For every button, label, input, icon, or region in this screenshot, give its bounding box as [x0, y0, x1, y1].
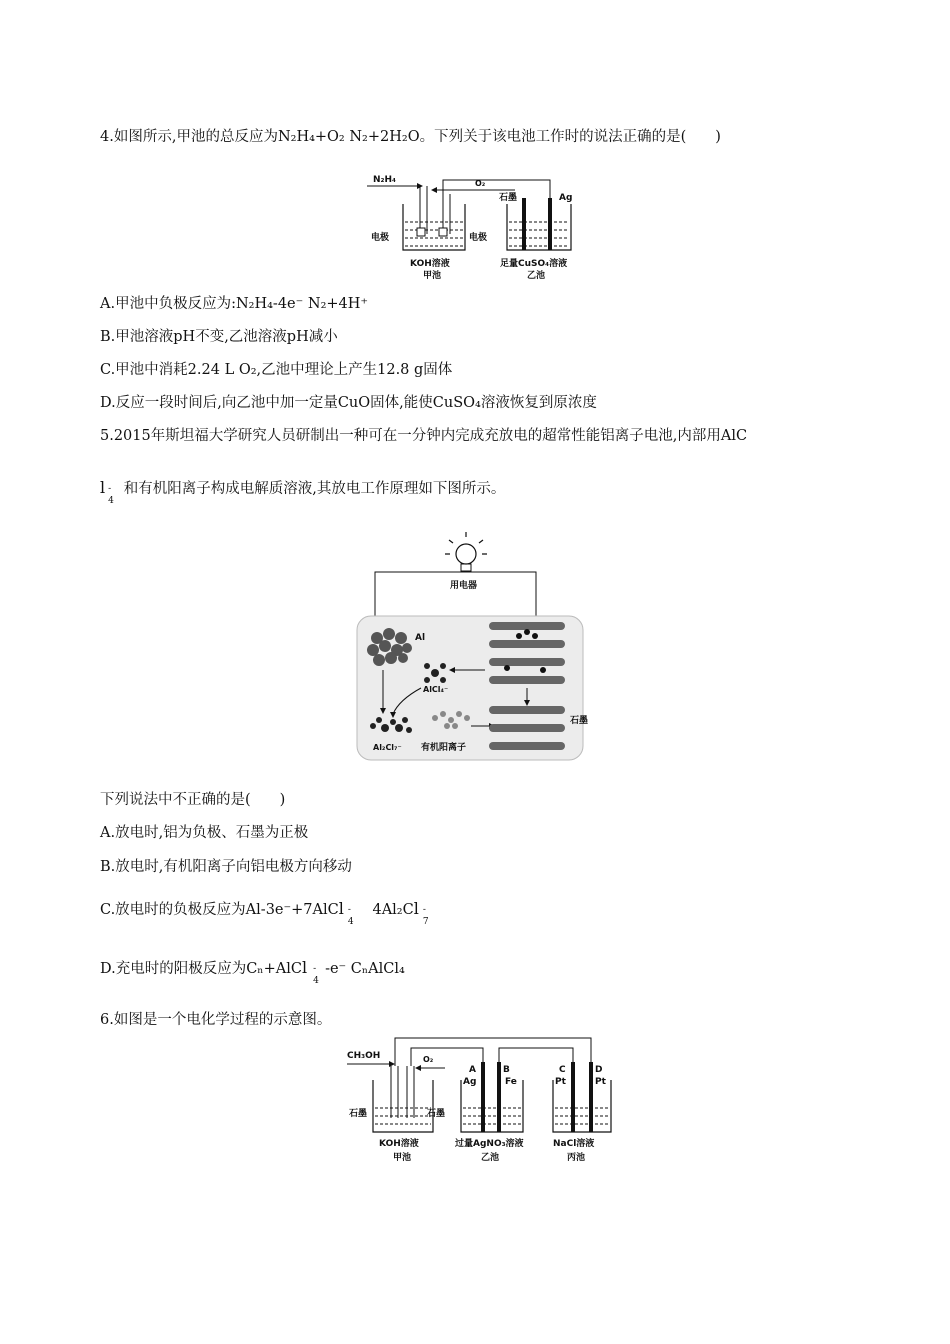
q6-label-koh: KOH溶液: [379, 1139, 419, 1149]
q4-label-o2: O₂: [475, 179, 486, 188]
q5-option-c-sup2: -: [422, 905, 426, 915]
q6-stem: 6.如图是一个电化学过程的示意图。: [100, 1012, 332, 1028]
q5-option-d-sup: -: [313, 964, 317, 974]
q5-formula-l: l: [100, 478, 106, 497]
q6-label-ch3oh: CH₃OH: [347, 1051, 381, 1061]
q6-label-graphite-right: 石墨: [427, 1109, 446, 1119]
q5-label-al2cl7: Al₂Cl₇⁻: [373, 743, 402, 752]
q6-label-agno3: 过量AgNO₃溶液: [455, 1139, 524, 1149]
q5-option-d-sub: 4: [313, 976, 319, 986]
q5-option-c-l2: l: [413, 899, 419, 918]
q5-option-c: C.放电时的负极反应为Al-3e⁻+7AlCl - 4 4Al₂Cl - 7: [100, 899, 431, 920]
q4-label-electrode-right: 电极: [469, 233, 488, 243]
q5-option-b: B.放电时,有机阳离子向铝电极方向移动: [100, 859, 352, 875]
q5-option-c-sup1: -: [347, 905, 351, 915]
q5-stem-line1: 5.2015年斯坦福大学研究人员研制出一种可在一分钟内完成充放电的超常性能铝离子电池,内部用AlC: [100, 428, 748, 444]
q5-stem-line2-text: 和有机阳离子构成电解质溶液,其放电工作原理如下图所示。: [123, 481, 506, 497]
q5-label-al: Al: [415, 633, 426, 643]
q6-label-a: A: [469, 1065, 476, 1075]
q6-label-ag: Ag: [463, 1077, 477, 1087]
q6-label-fe: Fe: [505, 1077, 517, 1087]
q4-label-n2h4: N₂H₄: [373, 175, 396, 185]
q5-option-d-prefix: D.充电时的阳极反应为Cₙ+AlC: [100, 961, 302, 977]
q6-label-jia: 甲池: [393, 1153, 412, 1163]
q6-label-d: D: [595, 1065, 603, 1075]
q5-formula-sup: -: [108, 484, 112, 494]
q5-formula-sub: 4: [108, 496, 114, 506]
q5-option-c-prefix: C.放电时的负极反应为Al-3e⁻+7AlC: [100, 902, 339, 918]
q5-question: 下列说法中不正确的是( ): [100, 792, 286, 808]
q6-label-bing: 丙池: [567, 1153, 586, 1163]
q5-figure: [355, 528, 589, 766]
q5-option-c-sub1: 4: [347, 917, 354, 927]
q5-option-d-suffix: -e⁻ CₙAlCl₄: [325, 961, 405, 977]
q6-label-c: C: [559, 1065, 566, 1075]
q5-label-appliance: 用电器: [450, 581, 478, 591]
q5-label-organic-cation: 有机阳离子: [421, 743, 467, 753]
q6-label-pt1: Pt: [555, 1077, 566, 1087]
q4-stem: 4.如图所示,甲池的总反应为N₂H₄+O₂ N₂+2H₂O。下列关于该电池工作时的说法正确的是( ): [100, 129, 721, 145]
q4-option-b: B.甲池溶液pH不变,乙池溶液pH减小: [100, 329, 338, 345]
q6-label-nacl: NaCl溶液: [553, 1139, 595, 1149]
q5-option-c-mid: 4Al₂C: [372, 902, 414, 918]
q5-option-d: [100, 958, 405, 986]
q4-label-cuso4: 足量CuSO₄溶液: [500, 259, 568, 269]
q4-option-d: D.反应一段时间后,向乙池中加一定量CuO固体,能使CuSO₄溶液恢复到原浓度: [100, 395, 597, 411]
q4-figure: [365, 170, 585, 285]
q4-option-a: A.甲池中负极反应为:N₂H₄-4e⁻ N₂+4H⁺: [100, 296, 369, 312]
q4-label-ag: Ag: [559, 193, 573, 203]
q5-option-c-l1: l: [338, 899, 344, 918]
q5-label-alcl4: AlCl₄⁻: [423, 685, 449, 694]
q4-label-koh: KOH溶液: [410, 259, 450, 269]
q6-label-o2: O₂: [423, 1055, 434, 1064]
q5-stem-line2: [100, 478, 506, 506]
q6-label-graphite-left: 石墨: [349, 1109, 368, 1119]
q6-label-pt2: Pt: [595, 1077, 606, 1087]
q6-label-b: B: [503, 1065, 510, 1075]
q5-option-a: A.放电时,铝为负极、石墨为正极: [100, 825, 309, 841]
q4-option-c: C.甲池中消耗2.24 L O₂,乙池中理论上产生12.8 g固体: [100, 362, 453, 378]
q6-label-yi: 乙池: [481, 1153, 500, 1163]
q6-figure: [345, 1032, 615, 1170]
q5-label-graphite: 石墨: [570, 716, 589, 726]
q4-label-yi: 乙池: [527, 271, 546, 281]
q4-label-electrode-left: 电极: [371, 233, 390, 243]
q4-label-jia: 甲池: [423, 271, 442, 281]
q4-label-graphite: 石墨: [499, 193, 518, 203]
q5-option-d-l: l: [301, 958, 308, 977]
